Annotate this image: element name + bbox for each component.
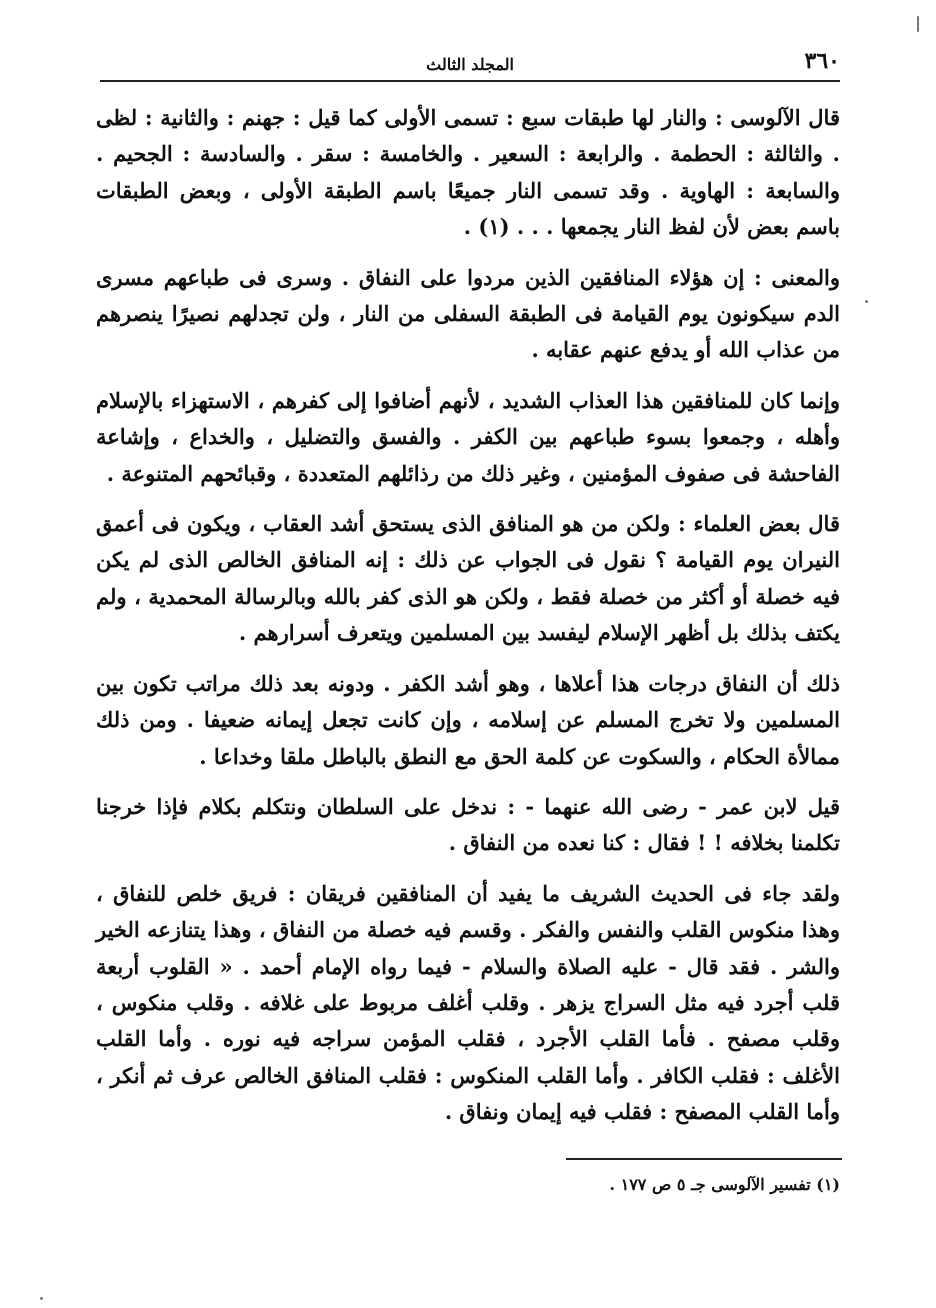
paragraph: ذلك أن النفاق درجات هذا أعلاها ، وهو أشد الكفر . ودونه بعد ذلك مراتب تكون بين المسلمين ولا تخرج المسلم عن إسلامه ، وإن كانت تجعل إيمانه ضعيفا . ومن ذلك ممالأة الحكام ، والسكوت عن كلمة الحق مع النطق بالباطل ملقا وخداعا .	[96, 670, 840, 769]
scan-margin-mark	[917, 16, 919, 32]
footnote-divider	[566, 1158, 842, 1160]
paragraph: قيل لابن عمر - رضى الله عنهما - : ندخل على السلطان ونتكلم بكلام فإذا خرجنا تكلمنا بخلافه ! ! فقال : كنا نعده من النفاق .	[96, 793, 840, 856]
paragraph: قال بعض العلماء : ولكن من هو المنافق الذى يستحق أشد العقاب ، ويكون فى أعمق النيران يوم القيامة ؟ نقول فى الجواب عن ذلك : إنه المنافق الخالص الذى لم يكن فيه خصلة أو أكثر من خصلة فقط ، ولكن هو الذى كفر بالله وبالرسالة المحمدية ، ولم يكتف بذلك بل أظهر الإسلام ليفسد بين المسلمين ويتعرف أسرارهم .	[96, 511, 840, 646]
page-number: ٣٦٠	[804, 48, 840, 74]
footnote: (١) تفسير الآلوسى جـ ٥ ص ١٧٧ .	[609, 1175, 840, 1194]
page-header	[100, 40, 840, 82]
paragraph: والمعنى : إن هؤلاء المنافقين الذين مردوا على النفاق . وسرى فى طباعهم مسرى الدم سيكونون يوم القيامة فى الطبقة السفلى من النار ، ولن تجدلهم نصيرًا ينصرهم من عذاب الله أو يدفع عنهم عقابه .	[96, 264, 840, 363]
scan-speck	[40, 1297, 43, 1300]
body-text	[96, 100, 840, 1145]
paragraph: قال الآلوسى : والنار لها طبقات سبع : تسمى الأولى كما قيل : جهنم : والثانية : لظى . والثالثة : الحطمة . والرابعة : السعير . والخامسة : سقر . والسادسة : الجحيم . والسابعة : الهاوية . وقد تسمى النار جميعًا باسم الطبقة الأولى ، وبعض الطبقات باسم بعض لأن لفظ النار يجمعها . . . (١) .	[96, 105, 840, 240]
paragraph: ولقد جاء فى الحديث الشريف ما يفيد أن المنافقين فريقان : فريق خلص للنفاق ، وهذا منكوس القلب والنفس والفكر . وقسم فيه خصلة من النفاق ، وهذا يتنازعه الخير والشر . فقد قال - عليه الصلاة والسلام - فيما رواه الإمام أحمد . « القلوب أربعة قلب أجرد فيه مثل السراج يزهر . وقلب أغلف مربوط على غلافه . وقلب منكوس ، وقلب مصفح . فأما القلب الأجرد ، فقلب المؤمن سراجه فيه نوره . وأما القلب الأغلف : فقلب الكافر . وأما القلب المنكوس : فقلب المنافق الخالص عرف ثم أنكر ، وأما القلب المصفح : فقلب فيه إيمان ونفاق .	[96, 880, 840, 1125]
volume-title: المجلد الثالث	[426, 55, 514, 74]
paragraph: وإنما كان للمنافقين هذا العذاب الشديد ، لأنهم أضافوا إلى كفرهم ، الاستهزاء بالإسلام وأهله ، وجمعوا بسوء طباعهم بين الكفر . والفسق والتضليل ، والخداع ، وإشاعة الفاحشة فى صفوف المؤمنين ، وغير ذلك من رذائلهم المتعددة ، وقبائحهم المتنوعة .	[96, 387, 840, 486]
scan-speck	[865, 300, 868, 303]
